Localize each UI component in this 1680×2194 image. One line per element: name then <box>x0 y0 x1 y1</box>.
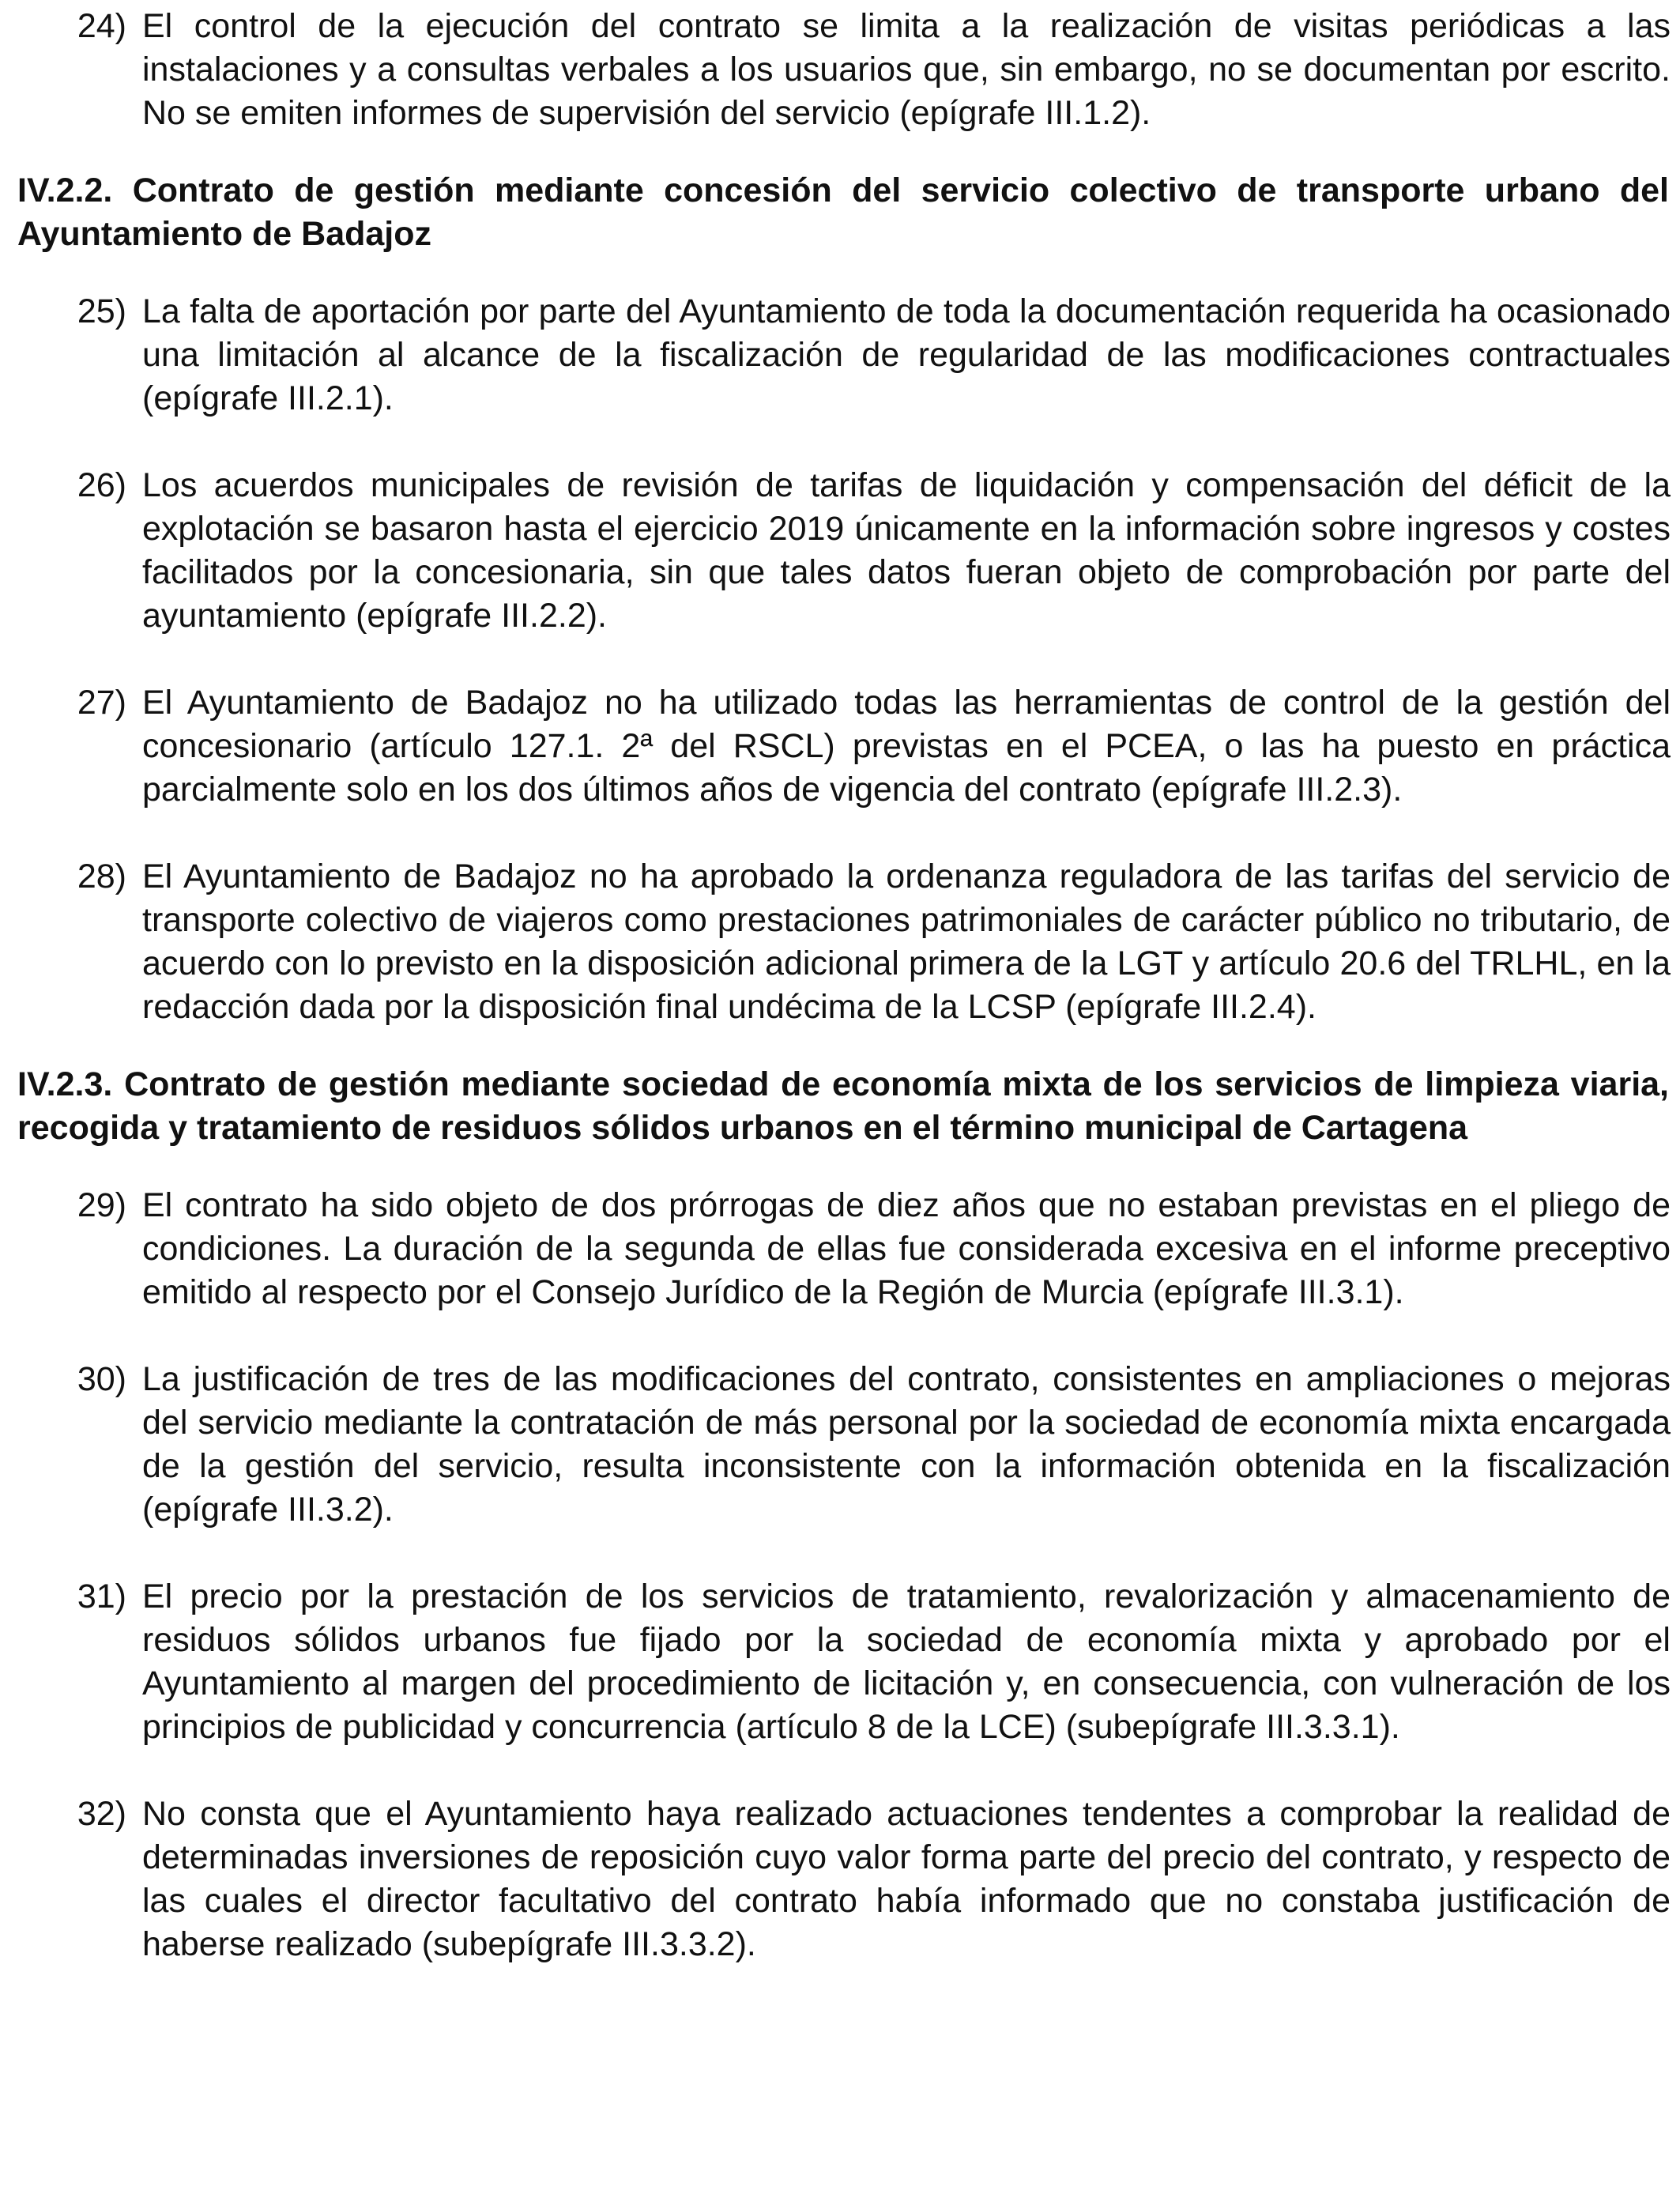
item-text: El control de la ejecución del contrato se limita a la realización de visitas periódicas a las instalaciones y a consultas verbales a los usuarios que, sin embargo, no se documentan por escrito. No se emiten informes de supervisión del servicio (epígrafe III.1.2). <box>142 7 1671 132</box>
list-item-29 <box>17 1184 1671 1314</box>
item-text: Los acuerdos municipales de revisión de tarifas de liquidación y compensación del déficit de la explotación se basaron hasta el ejercicio 2019 únicamente en la información sobre ingresos y costes facilitados por la concesionaria, sin que tales datos fueran objeto de comprobación por parte del ayuntamiento (epígrafe III.2.2). <box>142 466 1671 635</box>
list-item-31 <box>17 1575 1671 1749</box>
list-item-26 <box>17 464 1671 638</box>
item-text: La justificación de tres de las modificaciones del contrato, consistentes en ampliaciones o mejoras del servicio mediante la contratación de más personal por la sociedad de economía mixta encargada de la gestión del servicio, resulta inconsistente con la información obtenida en la fiscalización (epígrafe III.3.2). <box>142 1360 1671 1529</box>
item-number: 30) <box>77 1360 126 1398</box>
item-text: No consta que el Ayuntamiento haya realizado actuaciones tendentes a comprobar la realidad de determinadas inversiones de reposición cuyo valor forma parte del precio del contrato, y respecto de las cuales el director facultativo del contrato había informado que no constaba justificación de haberse realizado (subepígrafe III.3.3.2). <box>142 1795 1671 1963</box>
list-item-24 <box>17 5 1671 135</box>
list-item-25 <box>17 290 1671 420</box>
list-item-27 <box>17 681 1671 812</box>
item-number: 27) <box>77 684 126 722</box>
item-text: El Ayuntamiento de Badajoz no ha utilizado todas las herramientas de control de la gestión del concesionario (artículo 127.1. 2ª del RSCL) previstas en el PCEA, o las ha puesto en práctica parcialmente solo en los dos últimos años de vigencia del contrato (epígrafe III.2.3). <box>142 684 1671 809</box>
item-number: 32) <box>77 1795 126 1833</box>
item-text: El contrato ha sido objeto de dos prórrogas de diez años que no estaban previstas en el pliego de condiciones. La duración de la segunda de ellas fue considerada excesiva en el informe preceptivo emitido al respecto por el Consejo Jurídico de la Región de Murcia (epígrafe III.3.1). <box>142 1186 1671 1311</box>
list-item-28 <box>17 855 1671 1029</box>
list-item-30 <box>17 1358 1671 1532</box>
item-number: 25) <box>77 292 126 330</box>
item-number: 26) <box>77 466 126 504</box>
document-page <box>17 5 1671 1966</box>
item-number: 24) <box>77 7 126 45</box>
item-number: 29) <box>77 1186 126 1224</box>
item-text: El precio por la prestación de los servicios de tratamiento, revalorización y almacenamiento de residuos sólidos urbanos fue fijado por la sociedad de economía mixta y aprobado por el Ayuntamiento al margen del procedimiento de licitación y, en consecuencia, con vulneración de los principios de publicidad y concurrencia (artículo 8 de la LCE) (subepígrafe III.3.3.1). <box>142 1578 1671 1746</box>
item-number: 28) <box>77 858 126 895</box>
item-text: La falta de aportación por parte del Ayuntamiento de toda la documentación requerida ha ocasionado una limitación al alcance de la fiscalización de regularidad de las modificaciones contractuales (epígrafe III.2.1). <box>142 292 1671 417</box>
list-item-32 <box>17 1793 1671 1966</box>
section-heading-iv-2-3: IV.2.3. Contrato de gestión mediante sociedad de economía mixta de los servicios de limpieza viaria, recogida y tratamiento de residuos sólidos urbanos en el término municipal de Cartagena <box>17 1065 1669 1147</box>
item-number: 31) <box>77 1578 126 1615</box>
item-text: El Ayuntamiento de Badajoz no ha aprobado la ordenanza reguladora de las tarifas del servicio de transporte colectivo de viajeros como prestaciones patrimoniales de carácter público no tributario, de acuerdo con lo previsto en la disposición adicional primera de la LGT y artículo 20.6 del TRLHL, en la redacción dada por la disposición final undécima de la LCSP (epígrafe III.2.4). <box>142 858 1671 1026</box>
section-heading-iv-2-2: IV.2.2. Contrato de gestión mediante concesión del servicio colectivo de transporte urbano del Ayuntamiento de Badajoz <box>17 172 1669 253</box>
